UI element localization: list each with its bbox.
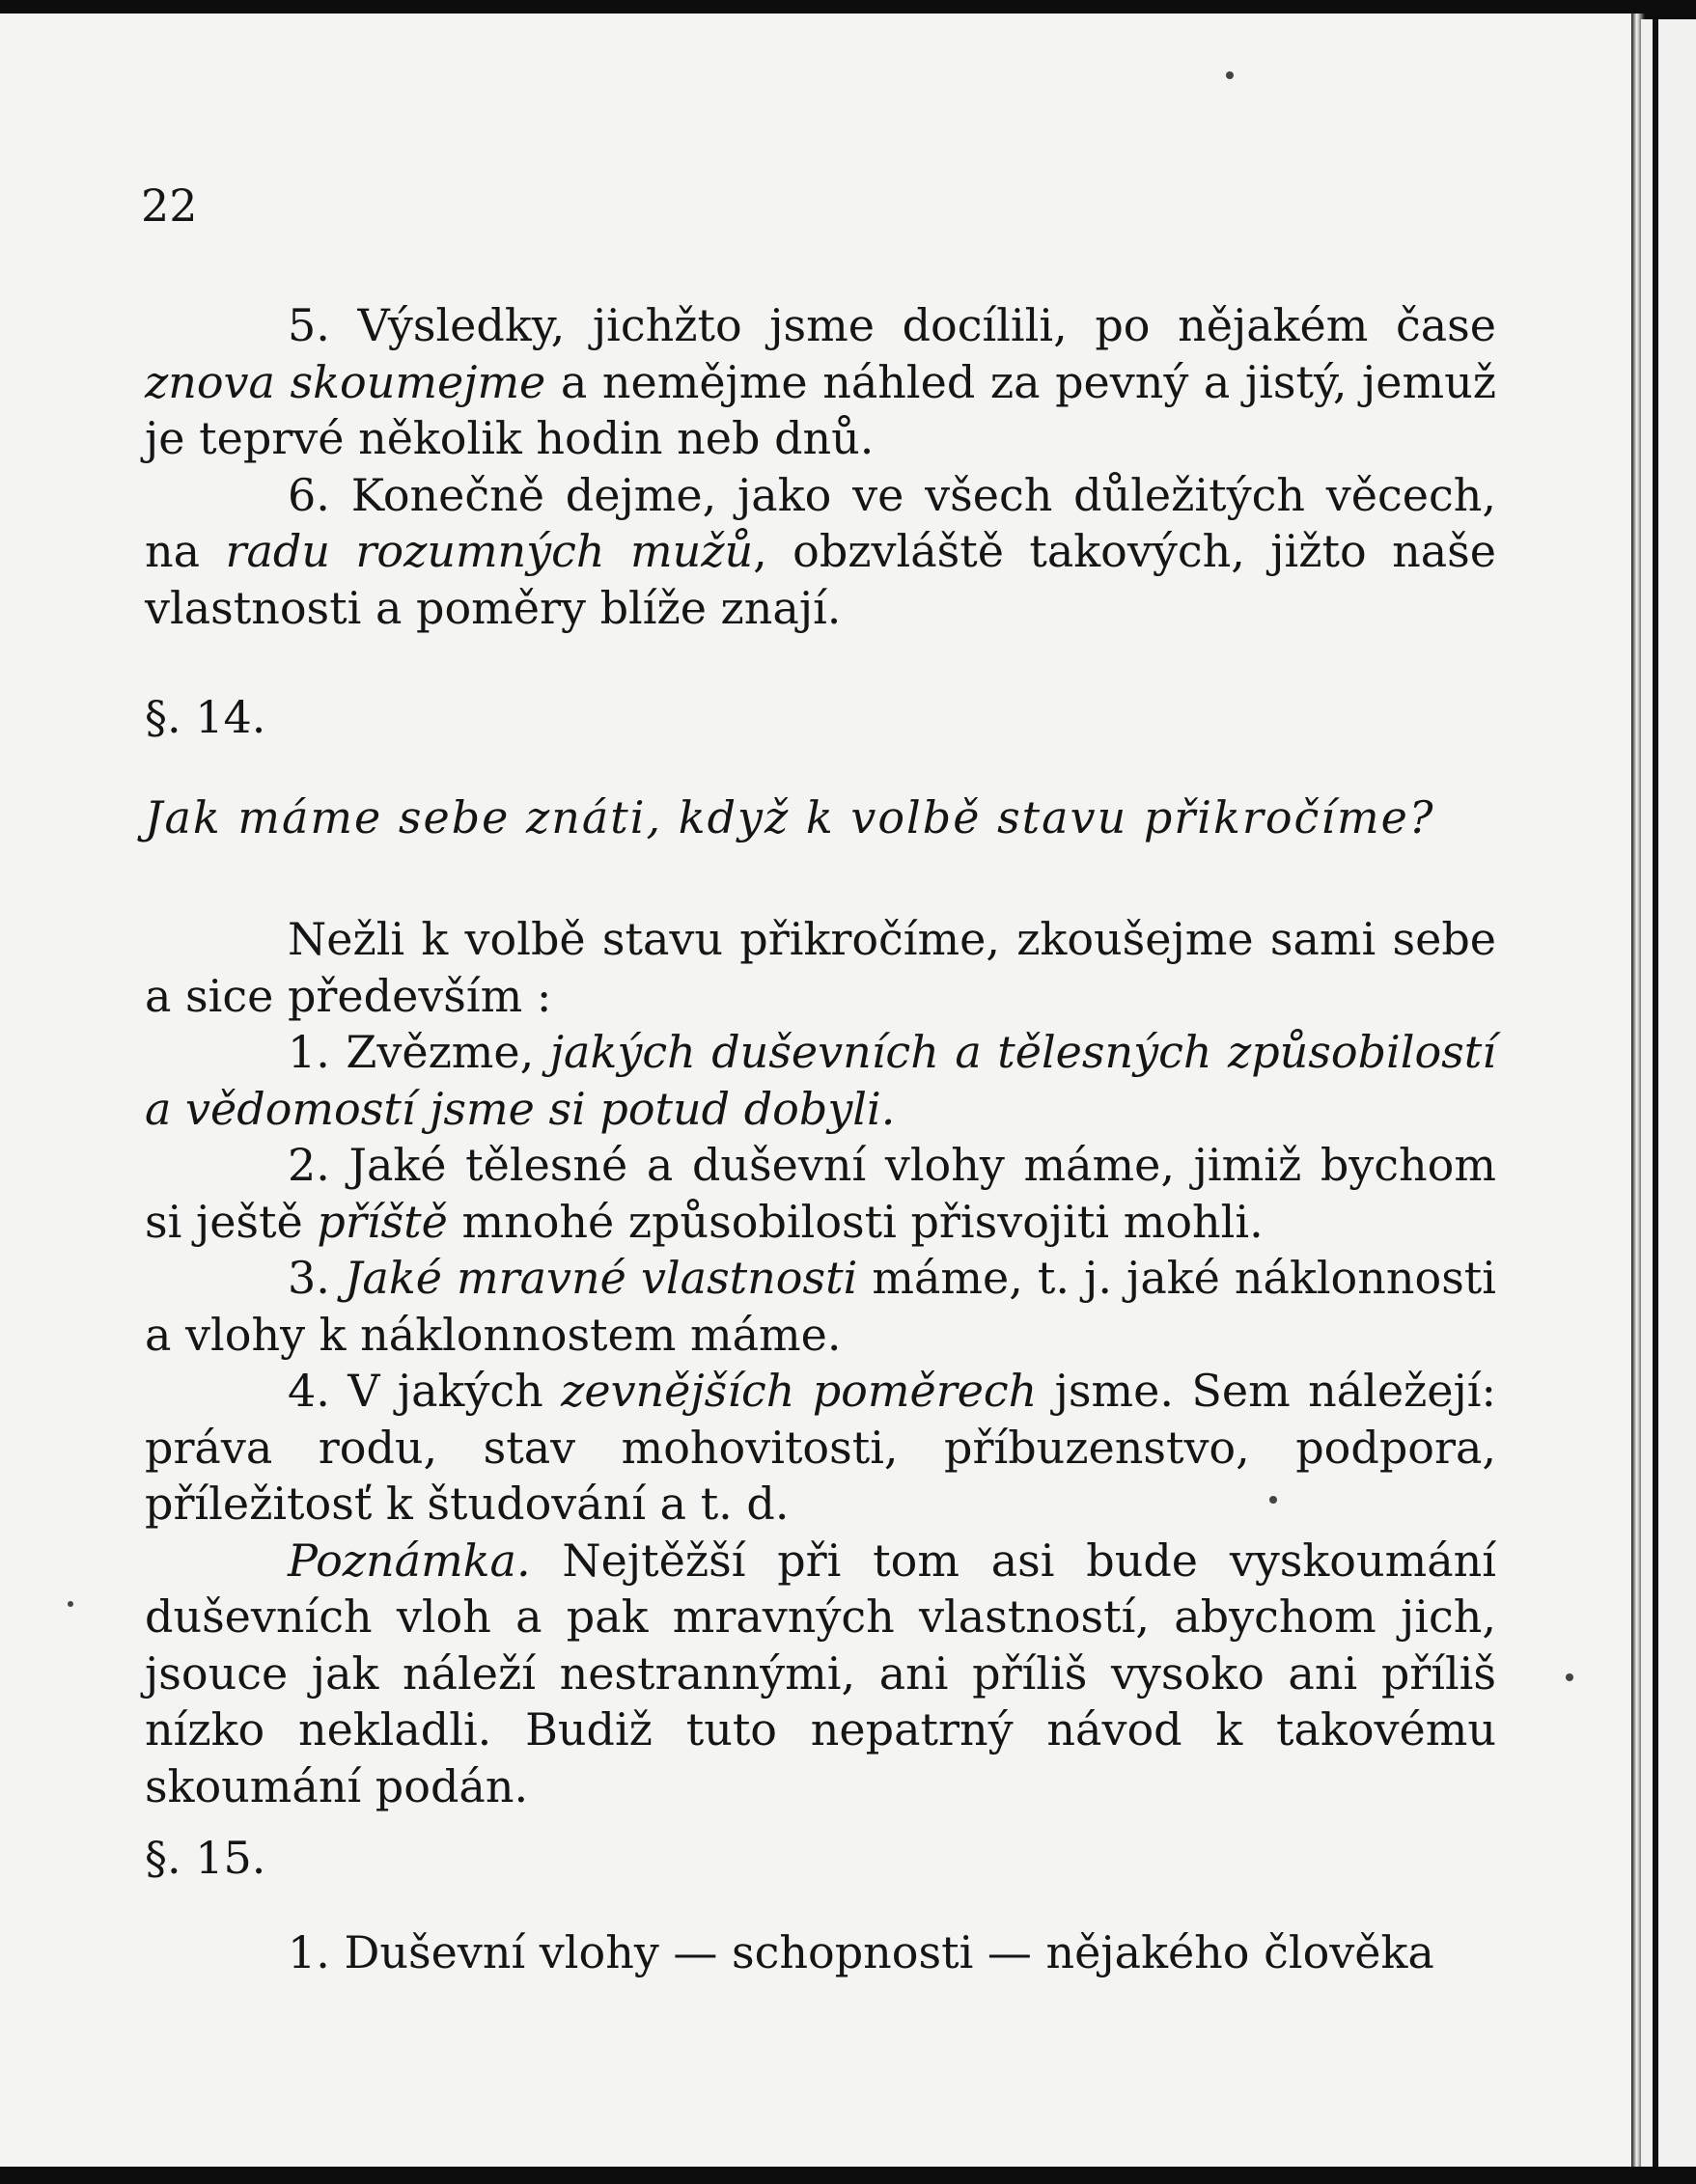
paragraph-6: 6. Konečně dejme, jako ve všech důležitých věcech, na radu rozumných mužů, obzvláště takových, jižto naše vlastnosti a poměry blíže znají. (145, 468, 1496, 634)
section-14-lead: Nežli k volbě stavu přikročíme, zkoušejme sami sebe a sice především : (145, 913, 1496, 1022)
print-speck (1226, 71, 1234, 79)
section-15-body (145, 1924, 1496, 1981)
note-paragraph: Poznámka. Nejtěžší při tom asi bude vyskoumání duševních vloh a pak mravných vlastností, abychom jich, jsouce jak náleží nestrannými, ani příliš vysoko ani příliš nízko nekladli. Budiž tuto nepatrný návod k takovému skoumání podán. (145, 1534, 1496, 1812)
list-item-2: 2. Jaké tělesné a duševní vlohy máme, jimiž bychom si ještě příště mnohé způsobilosti přisvojiti mohli. (145, 1139, 1496, 1248)
intro-block (145, 297, 1496, 636)
paragraph-5: 5. Výsledky, jichžto jsme docílili, po nějakém čase znova skoumejme a nemějme náhled za pevný a jistý, jemuž je teprvé několik hodin neb dnů. (145, 299, 1497, 464)
section-14-label: §. 14. (145, 691, 266, 743)
page-edge-strip (1641, 19, 1696, 2184)
print-speck (1566, 1673, 1573, 1681)
page-number: 22 (141, 180, 198, 232)
list-item-3: 3. Jaké mravné vlastnosti máme, t. j. jaké náklonnosti a vlohy k náklonnostem máme. (145, 1252, 1496, 1361)
section-15-label: §. 15. (145, 1832, 266, 1884)
section-14-body (145, 911, 1496, 1814)
print-speck (68, 1601, 73, 1607)
scan-border (0, 2167, 1696, 2184)
print-speck (1269, 1496, 1277, 1504)
list-item-4: 4. V jakých zevnějších poměrech jsme. Sem náležejí: práva rodu, stav mohovitosti, příbuzenstvo, podpora, příležitosť k študování a t. d. (145, 1365, 1496, 1530)
section-15-item-1: 1. Duševní vlohy — schopnosti — nějakého člověka (288, 1926, 1434, 1978)
list-item-1: 1. Zvězme, jakých duševních a tělesných způsobilostí a vědomostí jsme si potud dobyli. (145, 1026, 1496, 1135)
section-14-title: Jak máme sebe znáti, když k volbě stavu přikročíme? (145, 791, 1435, 843)
